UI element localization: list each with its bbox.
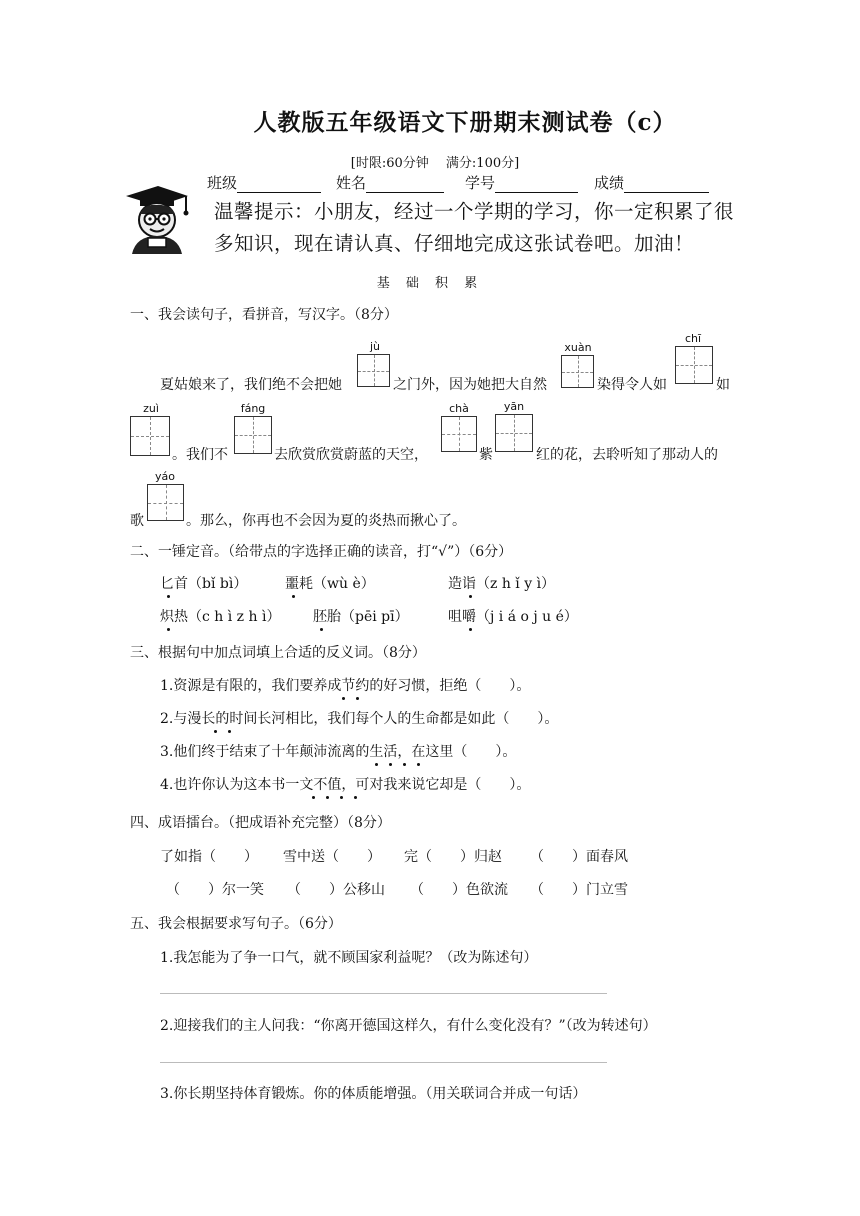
q2-item: 造诣（z h ǐ y ì） bbox=[448, 576, 556, 592]
student-id-field bbox=[465, 172, 578, 193]
emphasis-dot bbox=[214, 730, 217, 733]
class-label: 班级 bbox=[207, 174, 238, 192]
q1-line2-b: 去欣赏欣赏蔚蓝的天空， bbox=[274, 447, 428, 463]
emphasis-dot bbox=[342, 697, 345, 700]
student-id-label: 学号 bbox=[465, 174, 496, 192]
score-field bbox=[594, 172, 709, 193]
q3-heading: 三、根据句中加点词填上合适的反义词。（8分） bbox=[130, 645, 426, 661]
emphasis-dot bbox=[417, 763, 420, 766]
student-id-blank[interactable] bbox=[495, 178, 578, 193]
emphasis-dot bbox=[326, 796, 329, 799]
name-field bbox=[336, 172, 444, 193]
page-title: 人教版五年级语文下册期末测试卷（c） bbox=[253, 109, 677, 136]
emphasis-dot bbox=[469, 628, 472, 631]
name-blank[interactable] bbox=[366, 178, 444, 193]
q3-item: 1.资源是有限的，我们要养成节约的好习惯，拒绝（ ）。 bbox=[160, 678, 531, 694]
q2-item: 匕首（bǐ bì） bbox=[160, 576, 248, 592]
q5-item: 3.你长期坚持体育锻炼。你的体质能增强。（用关联词合并成一句话） bbox=[160, 1086, 587, 1102]
emphasis-dot bbox=[375, 763, 378, 766]
char-box[interactable] bbox=[441, 416, 477, 452]
idiom-item: 完（ ）归赵 bbox=[404, 849, 502, 865]
q3-item: 2.与漫长的时间长河相比，我们每个人的生命都是如此（ ）。 bbox=[160, 711, 559, 727]
pinyin-label: zuì bbox=[143, 402, 159, 415]
emphasis-dot bbox=[354, 796, 357, 799]
q1-line2-d: 红的花，去聆听知了那动人的 bbox=[536, 447, 718, 463]
emphasis-dot bbox=[403, 763, 406, 766]
q2-item: 胚胎（pēi pī） bbox=[313, 609, 409, 625]
idiom-item: （ ）面春风 bbox=[530, 849, 628, 865]
idiom-item: 了如指（ ） bbox=[160, 849, 258, 865]
char-box[interactable] bbox=[675, 346, 713, 384]
idiom-item: （ ）门立雪 bbox=[530, 882, 628, 898]
q1-line3-a: 歌 bbox=[130, 513, 144, 529]
q1-line1-c: 染得令人如 bbox=[597, 377, 667, 393]
score-label: 成绩 bbox=[594, 174, 625, 192]
pinyin-label: yān bbox=[503, 400, 525, 413]
pinyin-label: xuàn bbox=[564, 341, 592, 354]
char-box[interactable] bbox=[561, 355, 594, 388]
idiom-item: （ ）公移山 bbox=[287, 882, 385, 898]
pinyin-label: yáo bbox=[155, 470, 175, 483]
q1-heading: 一、我会读句子，看拼音，写汉字。（8分） bbox=[130, 307, 398, 323]
emphasis-dot bbox=[320, 628, 323, 631]
emphasis-dot bbox=[228, 730, 231, 733]
graduate-mascot-illustration bbox=[118, 184, 194, 254]
section-basic-knowledge: 基 础 积 累 bbox=[376, 276, 484, 291]
idiom-item: （ ）色欲流 bbox=[410, 882, 508, 898]
pinyin-label: chà bbox=[449, 402, 469, 415]
char-box[interactable] bbox=[234, 416, 272, 454]
pinyin-label: chī bbox=[684, 332, 702, 345]
emphasis-dot bbox=[389, 763, 392, 766]
q3-item: 4.也许你认为这本书一文不值，可对我来说它却是（ ）。 bbox=[160, 777, 531, 793]
answer-line[interactable] bbox=[160, 1062, 607, 1063]
q2-heading: 二、一锤定音。（给带点的字选择正确的读音，打“√”）（6分） bbox=[130, 544, 513, 560]
idiom-item: （ ）尔一笑 bbox=[166, 882, 264, 898]
encouragement-tip: 温馨提示：小朋友，经过一个学期的学习，你一定积累了很多知识，现在请认真、仔细地完成这张试卷吧。加油！ bbox=[214, 200, 735, 255]
emphasis-dot bbox=[312, 796, 315, 799]
q5-item: 2.迎接我们的主人问我：“你离开德国这样久，有什么变化没有？”（改为转述句） bbox=[160, 1018, 657, 1034]
q1-line1-d: 如 bbox=[716, 377, 730, 393]
q2-item: 噩耗（wù è） bbox=[285, 576, 375, 592]
class-blank[interactable] bbox=[237, 178, 321, 193]
q5-heading: 五、我会根据要求写句子。（6分） bbox=[130, 916, 342, 932]
answer-line[interactable] bbox=[160, 993, 607, 994]
char-box[interactable] bbox=[130, 416, 170, 456]
score-blank[interactable] bbox=[624, 178, 709, 193]
emphasis-dot bbox=[167, 595, 170, 598]
q1-line2-c: 紫 bbox=[479, 447, 493, 463]
q1-line3-b: 。那么，你再也不会因为夏的炎热而揪心了。 bbox=[186, 513, 466, 529]
q1-line1-b: 之门外，因为她把大自然 bbox=[393, 377, 547, 393]
class-field bbox=[207, 172, 321, 193]
q2-item: 咀嚼（j i á o j u é） bbox=[448, 609, 578, 625]
q3-item: 3.他们终于结束了十年颠沛流离的生活，在这里（ ）。 bbox=[160, 744, 517, 760]
emphasis-dot bbox=[356, 697, 359, 700]
emphasis-dot bbox=[167, 628, 170, 631]
q2-item: 炽热（c h ì z h ì） bbox=[160, 609, 281, 625]
exam-time-score: [时限:60分钟 满分:100分] bbox=[350, 156, 520, 171]
char-box[interactable] bbox=[495, 414, 533, 452]
emphasis-dot bbox=[340, 796, 343, 799]
q5-item: 1.我怎能为了争一口气，就不顾国家利益呢？（改为陈述句） bbox=[160, 950, 538, 966]
char-box[interactable] bbox=[147, 484, 184, 521]
pinyin-label: fáng bbox=[240, 402, 266, 415]
emphasis-dot bbox=[292, 595, 295, 598]
pinyin-label: jù bbox=[369, 340, 381, 353]
q1-line2-a: 。我们不 bbox=[172, 447, 228, 463]
q4-heading: 四、成语擂台。（把成语补充完整）（8分） bbox=[130, 815, 391, 831]
q1-line1-a: 夏姑娘来了，我们绝不会把她 bbox=[160, 377, 342, 393]
idiom-item: 雪中送（ ） bbox=[283, 849, 381, 865]
emphasis-dot bbox=[469, 595, 472, 598]
char-box[interactable] bbox=[357, 354, 390, 387]
name-label: 姓名 bbox=[336, 174, 367, 192]
